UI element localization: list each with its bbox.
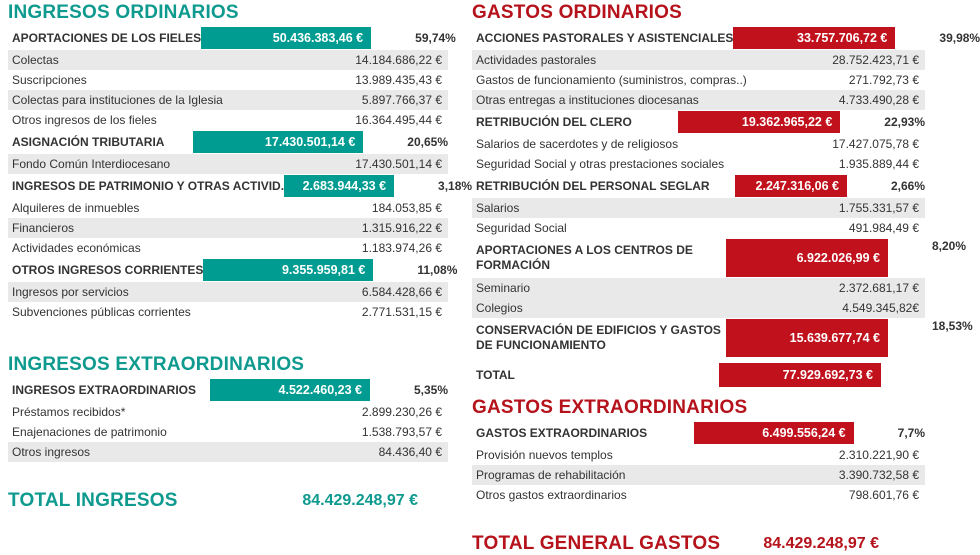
detail-row-amount: 491.984,49 € [848, 221, 919, 235]
category-amount-bar: 17.430.501,14 € [193, 131, 363, 153]
category-label: ACCIONES PASTORALES Y ASISTENCIALES [476, 31, 734, 45]
detail-row [472, 154, 925, 174]
detail-row-label: Actividades económicas [12, 241, 141, 255]
detail-row-amount: 4.733.490,28 € [838, 93, 919, 107]
category-row [8, 175, 473, 197]
category-percentage: 8,20% [932, 239, 967, 253]
detail-row-amount: 17.427.075,78 € [832, 137, 919, 151]
detail-row-amount: 2.899.230,26 € [361, 405, 442, 419]
income-ordinary-rows [8, 27, 473, 322]
expense-extraordinary-rows [472, 422, 925, 505]
detail-row-amount: 4.549.345,82€ [842, 301, 919, 315]
category-amount-bar: 19.362.965,22 € [678, 111, 840, 133]
income-ordinary-title: INGRESOS ORDINARIOS [8, 2, 239, 23]
detail-row-amount: 1.935.889,44 € [838, 157, 919, 171]
detail-row [8, 218, 448, 238]
detail-row [472, 485, 925, 505]
detail-row-label: Salarios [476, 201, 520, 215]
detail-row-amount: 184.053,85 € [371, 201, 442, 215]
category-amount-bar: 6.499.556,24 € [694, 422, 854, 444]
category-amount-bar: 15.639.677,74 € [726, 319, 888, 357]
category-label: RETRIBUCIÓN DEL CLERO [476, 115, 632, 129]
category-row [472, 175, 925, 197]
detail-row-amount: 16.364.495,44 € [355, 113, 442, 127]
detail-row-label: Préstamos recibidos* [12, 405, 126, 419]
category-percentage: 18,53% [932, 319, 973, 333]
detail-row [8, 442, 448, 462]
expense-ordinary-rows [472, 27, 980, 387]
detail-row [472, 465, 925, 485]
category-row [472, 111, 925, 133]
detail-row-label: Suscripciones [12, 73, 87, 87]
category-amount-bar: 9.355.959,81 € [203, 259, 373, 281]
category-amount-bar: 2.683.944,33 € [284, 175, 394, 197]
detail-row-label: Gastos de funcionamiento (suministros, compras..) [476, 73, 747, 87]
detail-row-label: Financieros [12, 221, 75, 235]
detail-row-amount: 84.436,40 € [378, 445, 442, 459]
total-income-label: TOTAL INGRESOS [8, 490, 178, 511]
income-column [8, 0, 473, 512]
category-label: INGRESOS DE PATRIMONIO Y OTRAS ACTIVID. [12, 179, 285, 193]
category-label: APORTACIONES DE LOS FIELES [12, 31, 202, 45]
detail-row-label: Salarios de sacerdotes y de religiosos [476, 137, 679, 151]
category-percentage: 22,93% [884, 115, 925, 129]
detail-row-amount: 1.755.331,57 € [838, 201, 919, 215]
category-amount-bar: 4.522.460,23 € [210, 379, 370, 401]
category-label: ASIGNACIÓN TRIBUTARIA [12, 135, 165, 149]
category-row [8, 259, 458, 281]
category-label: APORTACIONES A LOS CENTROS DE FORMACIÓN [476, 243, 693, 272]
category-percentage: 7,7% [897, 426, 925, 440]
category-label: INGRESOS EXTRAORDINARIOS [12, 383, 197, 397]
detail-row [8, 282, 448, 302]
detail-row-label: Provisión nuevos templos [476, 448, 613, 462]
detail-row-label: Otras entregas a instituciones diocesanas [476, 93, 699, 107]
detail-row-amount: 17.430.501,14 € [355, 157, 442, 171]
detail-row-label: Colectas para instituciones de la Iglesia [12, 93, 223, 107]
detail-row [472, 70, 925, 90]
detail-row [8, 50, 448, 70]
category-row [472, 239, 967, 277]
total-expense-amount: 84.429.248,97 € [763, 535, 879, 552]
detail-row-amount: 5.897.766,37 € [361, 93, 442, 107]
detail-row-amount: 2.771.531,15 € [361, 305, 442, 319]
detail-row-amount: 2.372.681,17 € [838, 281, 919, 295]
category-amount-bar: 2.247.316,06 € [735, 175, 847, 197]
detail-row-label: Colectas [12, 53, 59, 67]
detail-row-amount: 28.752.423,71 € [832, 53, 919, 67]
detail-row-amount: 13.989.435,43 € [355, 73, 442, 87]
detail-row [8, 90, 448, 110]
category-percentage: 20,65% [407, 135, 448, 149]
expense-column [472, 0, 980, 555]
income-extraordinary-title: INGRESOS EXTRAORDINARIOS [8, 354, 305, 375]
detail-row-label: Programas de rehabilitación [476, 468, 626, 482]
category-amount-bar: 33.757.706,72 € [733, 27, 895, 49]
detail-row-amount: 1.538.793,57 € [361, 425, 442, 439]
category-percentage: 5,35% [413, 383, 448, 397]
detail-row-label: Seguridad Social y otras prestaciones sociales [476, 157, 725, 171]
detail-row-amount: 14.184.686,22 € [355, 53, 442, 67]
category-percentage: 59,74% [415, 31, 456, 45]
total-expense-label: TOTAL GENERAL GASTOS [472, 533, 721, 554]
detail-row-label: Fondo Común Interdiocesano [12, 157, 171, 171]
detail-row [472, 278, 925, 298]
category-row [8, 131, 448, 153]
category-amount-bar: 6.922.026,99 € [726, 239, 888, 277]
detail-row-label: Subvenciones públicas corrientes [12, 305, 191, 319]
detail-row-label: Enajenaciones de patrimonio [12, 425, 167, 439]
detail-row-label: Otros ingresos de los fieles [12, 113, 157, 127]
category-percentage: 39,98% [939, 31, 980, 45]
detail-row [8, 70, 448, 90]
category-label: OTROS INGRESOS CORRIENTES [12, 263, 204, 277]
total-income-row [8, 490, 448, 512]
detail-row [8, 422, 448, 442]
detail-row-amount: 1.183.974,26 € [361, 241, 442, 255]
detail-row-amount: 6.584.428,66 € [361, 285, 442, 299]
detail-row-label: Alquileres de inmuebles [12, 201, 140, 215]
detail-row-label: Seminario [476, 281, 531, 295]
total-expense-row [472, 533, 925, 555]
detail-row [8, 238, 448, 258]
detail-row [472, 90, 925, 110]
detail-row [8, 302, 448, 322]
detail-row-label: Ingresos por servicios [12, 285, 129, 299]
detail-row-amount: 3.390.732,58 € [838, 468, 919, 482]
detail-row-amount: 798.601,76 € [848, 488, 919, 502]
category-percentage: 11,08% [417, 263, 458, 277]
category-amount-bar: 50.436.383,46 € [201, 27, 371, 49]
detail-row-label: Otros gastos extraordinarios [476, 488, 627, 502]
detail-row-amount: 2.310.221,90 € [838, 448, 919, 462]
category-row [472, 27, 980, 49]
detail-row [472, 445, 925, 465]
detail-row [8, 198, 448, 218]
income-extraordinary-rows [8, 379, 448, 462]
detail-row [472, 198, 925, 218]
detail-row-amount: 271.792,73 € [848, 73, 919, 87]
detail-row-label: Seguridad Social [476, 221, 567, 235]
category-label: RETRIBUCIÓN DEL PERSONAL SEGLAR [476, 179, 710, 193]
category-row [8, 27, 456, 49]
subtotal-label: TOTAL [476, 368, 515, 382]
expense-extraordinary-title: GASTOS EXTRAORDINARIOS [472, 397, 748, 418]
detail-row-label: Colegios [476, 301, 523, 315]
detail-row [472, 50, 925, 70]
detail-row [8, 402, 448, 422]
detail-row-label: Actividades pastorales [476, 53, 597, 67]
detail-row [472, 298, 925, 318]
subtotal-row [472, 363, 925, 387]
total-income-amount: 84.429.248,97 € [302, 492, 418, 509]
category-label: GASTOS EXTRAORDINARIOS [476, 426, 648, 440]
subtotal-amount-bar: 77.929.692,73 € [719, 363, 881, 387]
detail-row [8, 110, 448, 130]
expense-ordinary-title: GASTOS ORDINARIOS [472, 2, 682, 23]
category-row [472, 319, 973, 357]
category-label: CONSERVACIÓN DE EDIFICIOS Y GASTOS DE FUNCIONAMIENTO [476, 323, 721, 352]
category-row [8, 379, 448, 401]
detail-row [472, 134, 925, 154]
category-percentage: 3,18% [438, 179, 473, 193]
detail-row [472, 218, 925, 238]
detail-row [8, 154, 448, 174]
detail-row-amount: 1.315.916,22 € [361, 221, 442, 235]
detail-row-label: Otros ingresos [12, 445, 91, 459]
category-percentage: 2,66% [890, 179, 925, 193]
category-row [472, 422, 925, 444]
